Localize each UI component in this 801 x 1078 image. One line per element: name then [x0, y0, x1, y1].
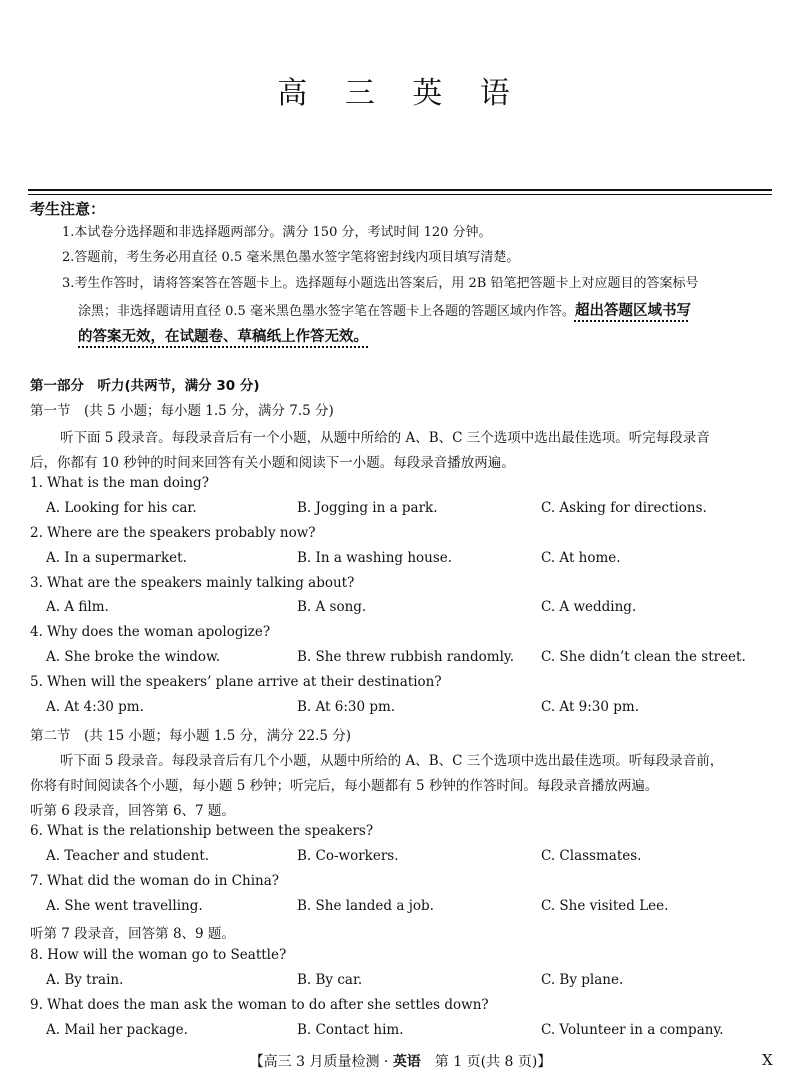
footer-subject: 英语	[392, 1054, 421, 1070]
q8-option-c: C. By plane.	[541, 972, 624, 988]
footer-right: 第 1 页(共 8 页)】	[420, 1054, 552, 1070]
q5-option-c: C. At 9:30 pm.	[541, 699, 640, 715]
notice-item-3-line2: 涂黑；非选择题请用直径 0.5 毫米黑色墨水签字笔在答题卡上各题的答题区域内作答。	[78, 304, 575, 319]
question-2: 2. Where are the speakers probably now?	[30, 525, 316, 541]
q6-option-c: C. Classmates.	[541, 848, 642, 864]
question-9: 9. What does the man ask the woman to do after she settles down?	[30, 997, 489, 1013]
q9-option-b: B. Contact him.	[297, 1022, 404, 1038]
question-7: 7. What did the woman do in China?	[30, 873, 280, 889]
question-6: 6. What is the relationship between the speakers?	[30, 823, 374, 839]
q2-option-b: B. In a washing house.	[297, 550, 453, 566]
notice-emphasis-2: 的答案无效，在试题卷、草稿纸上作答无效。	[78, 329, 368, 345]
question-5: 5. When will the speakers’ plane arrive at their destination?	[30, 674, 442, 690]
q8-option-b: B. By car.	[297, 972, 363, 988]
q9-option-a: A. Mail her package.	[46, 1022, 188, 1038]
q3-option-a: A. A film.	[46, 599, 109, 615]
notice-heading: 考生注意：	[30, 200, 106, 218]
section1-instructions-1: 听下面 5 段录音。每段录音后有一个小题，从题中所给的 A、B、C 三个选项中选出最佳选项。听完每段录音	[60, 430, 710, 446]
q5-option-a: A. At 4:30 pm.	[46, 699, 144, 715]
q7-option-a: A. She went travelling.	[46, 898, 203, 914]
page-footer	[0, 1051, 801, 1071]
footer-left: 【高三 3 月质量检测 ·	[249, 1054, 393, 1070]
q1-option-c: C. Asking for directions.	[541, 500, 707, 516]
notice-emphasis-1: 超出答题区域书写	[574, 303, 691, 319]
version-mark: X	[762, 1051, 773, 1069]
question-4: 4. Why does the woman apologize?	[30, 624, 271, 640]
q5-option-b: B. At 6:30 pm.	[297, 699, 396, 715]
q2-option-c: C. At home.	[541, 550, 621, 566]
q4-option-a: A. She broke the window.	[46, 649, 221, 665]
q7-option-c: C. She visited Lee.	[541, 898, 669, 914]
q9-option-c: C. Volunteer in a company.	[541, 1022, 724, 1038]
q1-option-b: B. Jogging in a park.	[297, 500, 438, 516]
part1-heading: 第一部分 听力(共两节，满分 30 分)	[30, 378, 260, 394]
notice-item-3: 3.考生作答时，请将答案答在答题卡上。选择题每小题选出答案后，用 2B 铅笔把答题卡上对应题目的答案标号	[62, 276, 699, 291]
q8-option-a: A. By train.	[46, 972, 124, 988]
q6-option-a: A. Teacher and student.	[46, 848, 210, 864]
listen-text-7: 听第 7 段录音，回答第 8、9 题。	[30, 926, 235, 942]
notice-item-3-cont	[78, 302, 691, 321]
notice-emphasis-2-line	[78, 328, 368, 346]
q1-option-a: A. Looking for his car.	[46, 500, 197, 516]
q4-option-b: B. She threw rubbish randomly.	[297, 649, 515, 665]
listen-text-6: 听第 6 段录音，回答第 6、7 题。	[30, 803, 235, 819]
question-3: 3. What are the speakers mainly talking about?	[30, 575, 355, 591]
divider-thin	[28, 194, 772, 195]
section2-heading: 第二节 (共 15 小题；每小题 1.5 分，满分 22.5 分)	[30, 728, 351, 744]
section1-heading: 第一节 (共 5 小题；每小题 1.5 分，满分 7.5 分)	[30, 403, 334, 419]
q3-option-c: C. A wedding.	[541, 599, 637, 615]
section2-instructions-1: 听下面 5 段录音。每段录音后有几个小题，从题中所给的 A、B、C 三个选项中选出最佳选项。听每段录音前，	[60, 753, 724, 769]
divider-thick	[28, 189, 772, 191]
q2-option-a: A. In a supermarket.	[46, 550, 187, 566]
q4-option-c: C. She didn’t clean the street.	[541, 649, 746, 665]
page-title: 高 三 英 语	[277, 76, 524, 111]
question-8: 8. How will the woman go to Seattle?	[30, 947, 287, 963]
section2-instructions-2: 你将有时间阅读各个小题，每小题 5 秒钟；听完后，每小题都有 5 秒钟的作答时间。每段录音播放两遍。	[30, 778, 659, 794]
notice-item-1: 1.本试卷分选择题和非选择题两部分。满分 150 分，考试时间 120 分钟。	[62, 225, 492, 240]
q3-option-b: B. A song.	[297, 599, 367, 615]
q7-option-b: B. She landed a job.	[297, 898, 434, 914]
q6-option-b: B. Co-workers.	[297, 848, 399, 864]
section1-instructions-2: 后，你都有 10 秒钟的时间来回答有关小题和阅读下一小题。每段录音播放两遍。	[30, 455, 515, 471]
question-1: 1. What is the man doing?	[30, 475, 209, 491]
notice-item-2: 2.答题前，考生务必用直径 0.5 毫米黑色墨水签字笔将密封线内项目填写清楚。	[62, 250, 520, 265]
